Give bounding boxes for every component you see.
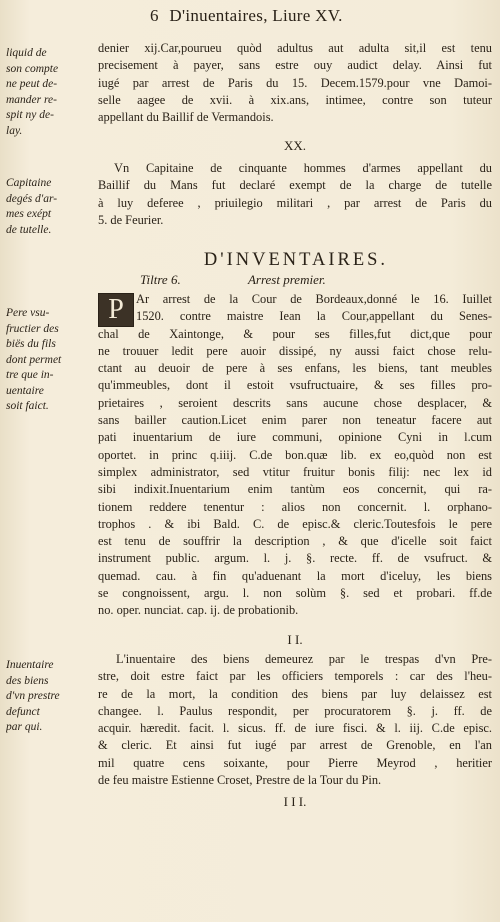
text-line: ctant au deuoir de pere à ses enfans, les biens, tant meubles bbox=[98, 361, 492, 376]
section-number-iii: I I I. bbox=[283, 794, 307, 809]
margin-line: Capitaine bbox=[6, 177, 52, 189]
text-line: 5. de Feurier. bbox=[98, 212, 164, 227]
text-line: à luy deferee , priuilegio militari , par arrest de Paris du bbox=[98, 195, 492, 210]
text-line: re de la mort, la condition des biens par luy delaissez est bbox=[98, 686, 492, 701]
margin-line: Pere vsu- bbox=[6, 307, 50, 319]
text-line: iugé par arrest de Paris du 15. Decem.1579.pour vne Damoi- bbox=[98, 75, 492, 90]
section-ii-text bbox=[98, 651, 492, 789]
chapter-subtitle bbox=[140, 272, 480, 288]
text-line: sibi indixit.Inuentarium enim tantùm eos concernit, qui ra- bbox=[98, 482, 492, 497]
text-line: L'inuentaire des biens demeurez par le trespas d'vn Pre- bbox=[116, 652, 492, 666]
margin-note-capitaine bbox=[6, 176, 94, 238]
margin-line: des biens bbox=[6, 674, 49, 687]
margin-line: par qui. bbox=[6, 721, 43, 733]
text-line: sans bailler caution.Licet enim parer non teneatur facere aut bbox=[98, 413, 492, 428]
text-line: pati inuentarium de iure communi, opinione Cyni in l.cum bbox=[98, 430, 492, 445]
text-line: qu'immeubles, dont il estoit vsufructuaire, & ses filles pro- bbox=[98, 378, 492, 393]
margin-line: tre que in- bbox=[6, 369, 54, 381]
page-number: 6 bbox=[150, 6, 159, 25]
running-header bbox=[150, 6, 492, 26]
text-line: prietaires , seroient descrits sans aucune chose desplacer, & bbox=[98, 395, 492, 410]
decorated-initial: P bbox=[98, 293, 134, 327]
text-line: tionem reddere tenentur : alios non concernit. l. orphano- bbox=[98, 499, 492, 514]
text-line: appellant du Baillif de Vermandois. bbox=[98, 110, 274, 125]
text-line: selle aagee de xvii. à xix.ans, intimee, contre son tuteur bbox=[98, 92, 492, 107]
margin-line: defunct bbox=[6, 705, 40, 718]
text-line: Baillif du Mans fut declaré exempt de la charge de tutelle bbox=[98, 178, 492, 193]
text-line: instrument public. argum. l. j. §. recte. ff. de vsufruct. & bbox=[98, 551, 492, 566]
text-line: 1520. contre maistre Iean la Cour,appellant du Senes- bbox=[136, 309, 492, 324]
text-line: trophos . & ibi Bald. C. de episc.& cleric.Toutesfois le pere bbox=[98, 516, 492, 531]
margin-line: lay. bbox=[6, 124, 23, 137]
text-line: simplex administrator, sed vtitur fruitur bonis filij: nec lex id bbox=[98, 464, 492, 479]
top-paragraph bbox=[98, 40, 492, 126]
text-line: est tenu de souffrir la description , & que d'icelle soit faict bbox=[98, 534, 492, 549]
text-line: mil quatre cens soixante, pour Pierre Meyrod , heritier bbox=[98, 755, 492, 770]
text-line: se congnoissent, argu. l. non solùm §. sed et probari. ff.de bbox=[98, 586, 492, 601]
margin-line: soit faict. bbox=[6, 400, 49, 412]
margin-line: mander re- bbox=[6, 93, 57, 106]
text-line: Vn Capitaine de cinquante hommes d'armes appellant du bbox=[114, 161, 492, 175]
text-line: denier xij.Car,pourueu quòd adultus aut adulta sit,il est tenu bbox=[98, 41, 492, 55]
text-line: oportet. in princ q.iiij. C.de bon.quæ lib. ex eo,quòd non est bbox=[98, 447, 492, 462]
text-line: changee. l. Paulus respondit, per procuratorem §. j. ff. de bbox=[98, 703, 492, 718]
margin-line: son compte bbox=[6, 62, 59, 75]
section-number-xx: XX. bbox=[283, 138, 307, 153]
running-title: D'inuentaires, Liure XV. bbox=[169, 6, 343, 25]
text-line: ne trouuer ledit pere auoir dissipé, ny aussi faict chose relu- bbox=[98, 343, 492, 358]
margin-line: uentaire bbox=[6, 384, 44, 397]
margin-line: fructier des bbox=[6, 322, 59, 335]
margin-line: Inuentaire bbox=[6, 659, 54, 671]
margin-line: dont permet bbox=[6, 353, 62, 366]
chapter-title: D'INVENTAIRES. bbox=[203, 250, 389, 270]
margin-line: ne peut de- bbox=[6, 78, 58, 90]
margin-note-delay bbox=[6, 46, 94, 139]
margin-line: de tutelle. bbox=[6, 223, 52, 236]
text-line: quemad. cau. à fin qu'aduenant la mort d'iceluy, les biens bbox=[98, 568, 492, 583]
section-number-ii: I I. bbox=[287, 632, 303, 647]
section-xx-text bbox=[98, 160, 492, 229]
margin-line: biës du fils bbox=[6, 338, 56, 350]
text-line: acquir. hæredit. facit. l. sicus. ff. de iure fisci. & l. iij. C.de episc. bbox=[98, 721, 492, 736]
margin-note-pere bbox=[6, 306, 94, 415]
text-line: no. oper. nunciat. cap. ij. de probationib. bbox=[98, 603, 299, 618]
text-line: & cleric. Et ainsi fut iugé par arrest de Grenoble, en l'an bbox=[98, 738, 492, 753]
margin-line: liquid de bbox=[6, 47, 47, 59]
arrest-label: Arrest premier. bbox=[247, 272, 326, 287]
margin-note-inuentaire bbox=[6, 658, 94, 736]
text-line: stre, doit estre faict par les officiers temporels : car des l'heu- bbox=[98, 669, 492, 684]
text-line: Ar arrest de la Cour de Bordeaux,donné le 16. Iuillet bbox=[136, 292, 492, 306]
titre-label: Tiltre 6. bbox=[140, 272, 181, 287]
margin-line: mes exépt bbox=[6, 208, 52, 220]
text-line: precisement à payer, sans estre ouy audict delay. Ainsi fut bbox=[98, 58, 492, 73]
text-line: chal de Xaintonge, & pour ses filles,fut dict,que pour bbox=[98, 326, 492, 341]
section-i-text bbox=[98, 291, 492, 620]
margin-line: degés d'ar- bbox=[6, 192, 58, 205]
text-line: de feu maistre Estienne Croset, Prestre de la Tour du Pin. bbox=[98, 773, 382, 788]
margin-line: spit ny de- bbox=[6, 109, 54, 121]
margin-line: d'vn prestre bbox=[6, 690, 60, 702]
